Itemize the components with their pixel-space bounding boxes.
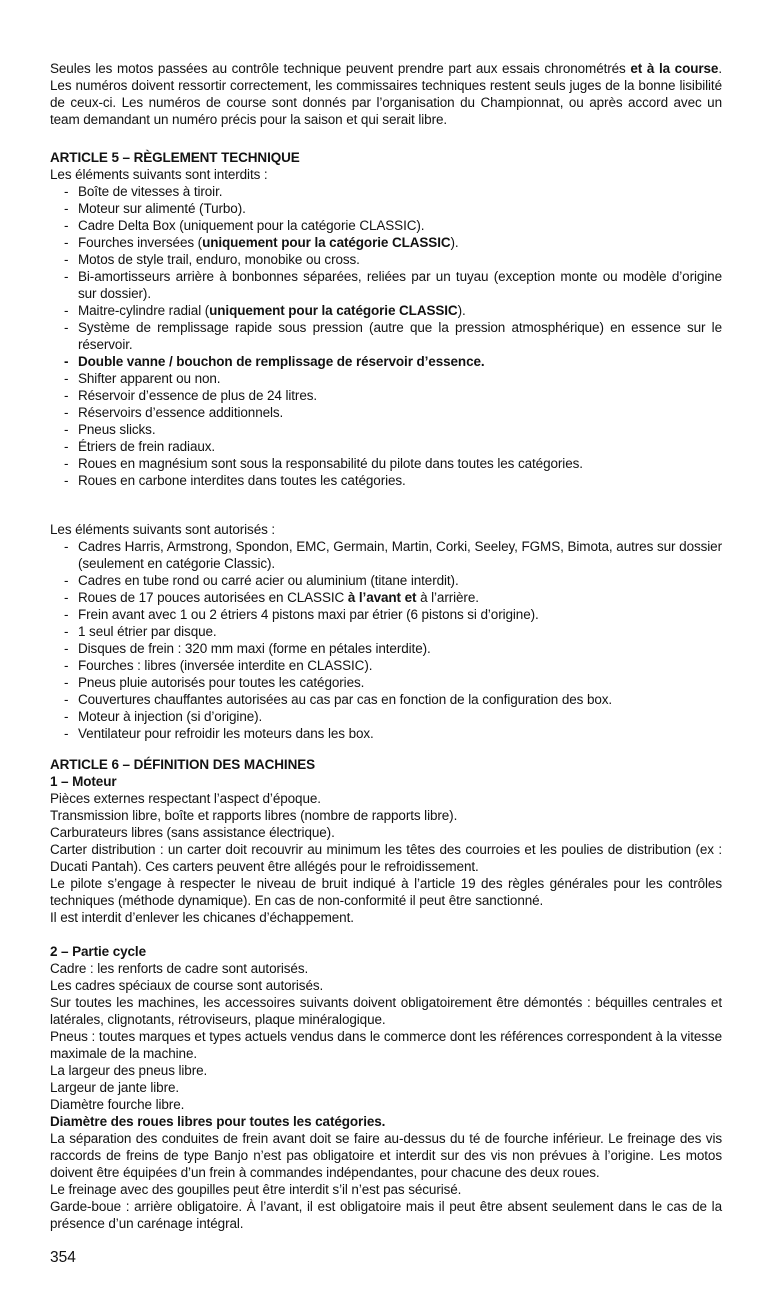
list-item: - Étriers de frein radiaux.: [50, 438, 722, 455]
list-item: La largeur des pneus libre.: [50, 1063, 208, 1078]
list-item: - Réservoirs d’essence additionnels.: [50, 404, 722, 421]
list-item: - Pneus pluie autorisés pour toutes les catégories.: [50, 674, 722, 691]
article5-title: ARTICLE 5 – RÈGLEMENT TECHNIQUE: [50, 150, 300, 165]
list-item: Sur toutes les machines, les accessoires suivants doivent obligatoirement être démontés : béquilles centrales et latérales, clignotants, rétroviseurs, plaque minéralogique.: [50, 995, 722, 1027]
list-item: - Cadre Delta Box (uniquement pour la catégorie CLASSIC).: [50, 217, 722, 234]
list-item: - Cadres Harris, Armstrong, Spondon, EMC, Germain, Martin, Corki, Seeley, FGMS, Bimota, autres sur dossier (seulement en catégorie Classic).: [50, 538, 722, 572]
list-item: - Frein avant avec 1 ou 2 étriers 4 pistons maxi par étrier (6 pistons si d’origine).: [50, 606, 722, 623]
list-item: - 1 seul étrier par disque.: [50, 623, 722, 640]
allowed-intro: Les éléments suivants sont autorisés :: [50, 522, 276, 537]
list-item: La séparation des conduites de frein avant doit se faire au-dessus du té de fourche inférieur. Le freinage des vis raccords de freins de type Banjo n’est pas obligatoire et interdit sur des vis non prévues à l’origine. Les motos doivent être équipées d’un frein à commandes indépendantes, pour chacune des deux roues.: [50, 1131, 722, 1180]
motor-section-title: 1 – Moteur: [50, 774, 117, 789]
list-item: - Fourches inversées (uniquement pour la catégorie CLASSIC).: [50, 234, 722, 251]
list-item: - Moteur sur alimenté (Turbo).: [50, 200, 722, 217]
list-item: - Pneus slicks.: [50, 421, 722, 438]
list-item: - Bi-amortisseurs arrière à bonbonnes séparées, reliées par un tuyau (exception monte ou modèle d’origine sur dossier).: [50, 268, 722, 302]
list-item: Le pilote s’engage à respecter le niveau de bruit indiqué à l’article 19 des règles générales pour les contrôles techniques (méthode dynamique). En cas de non-conformité il peut être sanctionné.: [50, 876, 722, 908]
list-item: - Boîte de vitesses à tiroir.: [50, 183, 722, 200]
list-item: Carter distribution : un carter doit recouvrir au minimum les têtes des courroies et les poulies de distribution (ex : Ducati Pantah). Ces carters peuvent être allégés pour le refroidissement.: [50, 842, 722, 874]
list-item: Les cadres spéciaux de course sont autorisés.: [50, 978, 324, 993]
list-item: Diamètre des roues libres pour toutes les catégories.: [50, 1114, 386, 1129]
list-item: - Disques de frein : 320 mm maxi (forme en pétales interdite).: [50, 640, 722, 657]
list-item: Pièces externes respectant l’aspect d’époque.: [50, 791, 321, 806]
list-item: Garde-boue : arrière obligatoire. À l’avant, il est obligatoire mais il peut être absent seulement dans le cas de la présence d’un carénage intégral.: [50, 1199, 722, 1231]
list-item: - Maitre-cylindre radial (uniquement pour la catégorie CLASSIC).: [50, 302, 722, 319]
allowed-list: [50, 538, 722, 742]
list-item: Transmission libre, boîte et rapports libres (nombre de rapports libre).: [50, 808, 458, 823]
cycle-section-title: 2 – Partie cycle: [50, 944, 146, 959]
list-item: - Roues de 17 pouces autorisées en CLASSIC à l’avant et à l’arrière.: [50, 589, 722, 606]
list-item: Pneus : toutes marques et types actuels vendus dans le commerce dont les références correspondent à la vitesse maximale de la machine.: [50, 1029, 722, 1061]
article6-title: ARTICLE 6 – DÉFINITION DES MACHINES: [50, 757, 316, 772]
cycle-section-paragraphs: [50, 960, 722, 1232]
forbidden-list: [50, 183, 722, 489]
list-item: - Roues en magnésium sont sous la responsabilité du pilote dans toutes les catégories.: [50, 455, 722, 472]
forbidden-intro: Les éléments suivants sont interdits :: [50, 167, 268, 182]
list-item: - Réservoir d’essence de plus de 24 litres.: [50, 387, 722, 404]
page-number: 354: [50, 1249, 76, 1266]
list-item: - Cadres en tube rond ou carré acier ou aluminium (titane interdit).: [50, 572, 722, 589]
list-item: Diamètre fourche libre.: [50, 1097, 185, 1112]
list-item: - Motos de style trail, enduro, monobike ou cross.: [50, 251, 722, 268]
list-item: Il est interdit d’enlever les chicanes d’échappement.: [50, 910, 354, 925]
list-item: - Fourches : libres (inversée interdite en CLASSIC).: [50, 657, 722, 674]
list-item: Largeur de jante libre.: [50, 1080, 180, 1095]
list-item: Cadre : les renforts de cadre sont autorisés.: [50, 961, 309, 976]
list-item: - Moteur à injection (si d’origine).: [50, 708, 722, 725]
list-item: - Roues en carbone interdites dans toutes les catégories.: [50, 472, 722, 489]
list-item: - Système de remplissage rapide sous pression (autre que la pression atmosphérique) en essence sur le réservoir.: [50, 319, 722, 353]
list-item: - Shifter apparent ou non.: [50, 370, 722, 387]
list-item: - Ventilateur pour refroidir les moteurs dans les box.: [50, 725, 722, 742]
list-item: - Couvertures chauffantes autorisées au cas par cas en fonction de la configuration des box.: [50, 691, 722, 708]
list-item: - Double vanne / bouchon de remplissage de réservoir d’essence.: [50, 353, 722, 370]
list-item: Le freinage avec des goupilles peut être interdit s’il n’est pas sécurisé.: [50, 1182, 462, 1197]
motor-section-paragraphs: [50, 790, 722, 926]
list-item: Carburateurs libres (sans assistance électrique).: [50, 825, 335, 840]
intro-paragraph: Seules les motos passées au contrôle technique peuvent prendre part aux essais chronométrés et à la course. Les numéros doivent ressortir correctement, les commissaires techniques restent seuls juges de la bonne lisibilité de ceux-ci. Les numéros de course sont donnés par l’organisation du Championnat, ou après accord avec un team demandant un numéro précis pour la saison et qui serait libre.: [50, 61, 722, 127]
